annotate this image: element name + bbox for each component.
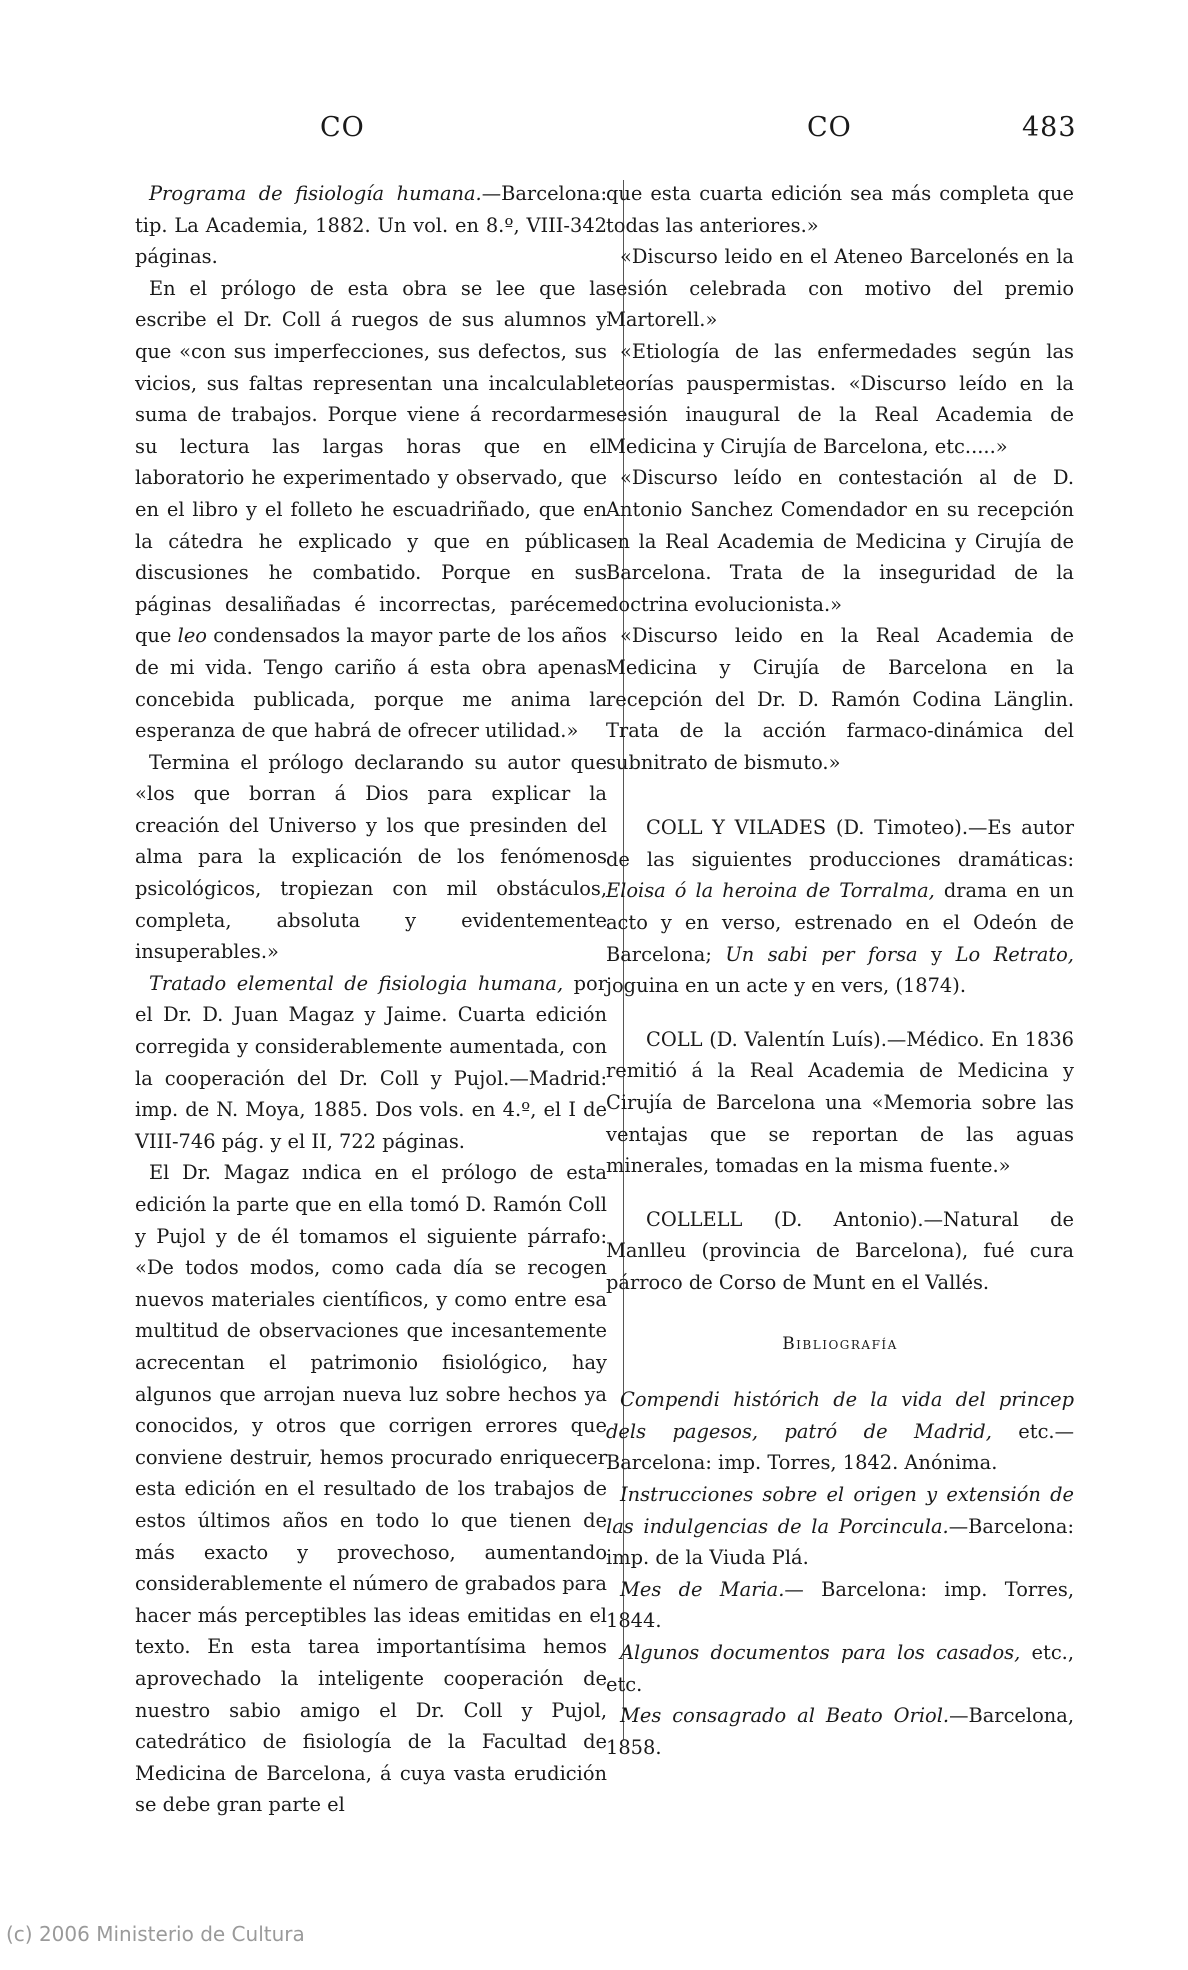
- right-running-head: CO: [807, 112, 852, 143]
- paragraph: [135, 968, 607, 1158]
- entry-coll-y-vilades: [606, 812, 1074, 1002]
- citation-text: etc.—Barcelona: imp. Torres, 1842. Anónima.: [606, 1419, 1074, 1475]
- paragraph: Termina el prólogo declarando su autor que «los que borran á Dios para explicar la creación del Universo y los que presinden del alma para la explicación de los fenómenos psicológicos, tropiezan con mil obstáculos, completa, absoluta y evidentemente insuperables.»: [135, 750, 607, 964]
- citation-text: —Barcelona: tip. La Academia, 1882. Un vol. en 8.º, VIII-342 páginas.: [135, 182, 607, 269]
- bibliography-item: [606, 1700, 1074, 1763]
- entry-coll: [606, 1024, 1074, 1182]
- paragraph: «Discurso leido en la Real Academia de Medicina y Cirujía de Barcelona en la recepción del Dr. D. Ramón Codina Länglin. Trata de la acción farmaco-dinámica del subnitrato de bismuto.»: [606, 624, 1074, 774]
- paragraph: El Dr. Magaz ındica en el prólogo de esta edición la parte que en ella tomó D. Ramón Coll y Pujol y de él tomamos el siguiente párrafo: «De todos modos, como cada día se recogen nuevos materiales científicos, y como entre esa multitud de observaciones que incesantemente acrecentan el patrimonio fisiológico, hay algunos que arrojan nueva luz sobre hechos ya conocidos, y otros que corrigen errores que conviene destruir, hemos procurado enriquecer esta edición en el resultado de los trabajos de estos últimos años en todo lo que tienen de más exacto y provechoso, aumentando considerablemente el número de grabados para hacer más perceptibles las ideas emitidas en el texto. En esta tarea importantísima hemos aprovechado la inteligente cooperación de nuestro sabio amigo el Dr. Coll y Pujol, catedrático de fisiología de la Facultad de Medicina de Barcelona, á cuya vasta erudición se debe gran parte el: [135, 1161, 607, 1817]
- bibliography-item: [606, 1384, 1074, 1479]
- bibliography-item: [606, 1574, 1074, 1637]
- work-title: Mes de Maria.: [620, 1577, 785, 1601]
- page-header: [0, 112, 1188, 152]
- citation-text: etc., etc.: [606, 1640, 1075, 1696]
- citation-text: — Barcelona: imp. Torres, 1844.: [606, 1577, 1074, 1633]
- paragraph: «Discurso leído en contestación al de D. Antonio Sanchez Comendador en su recepción en la Real Academia de Medicina y Cirujía de Barcelona. Trata de la inseguridad de la doctrina evolucionista.»: [606, 466, 1074, 616]
- work-title: Mes consagrado al Beato Oriol.: [620, 1704, 950, 1728]
- book-title: Tratado elemental de fisiologia humana,: [149, 971, 564, 995]
- left-running-head: CO: [320, 112, 365, 143]
- work-title: Instrucciones sobre el origen y extensión de las indulgencias de la Porcincula.: [606, 1482, 1074, 1538]
- paragraph: [135, 273, 607, 747]
- work-title: Lo Retrato,: [955, 942, 1074, 966]
- citation-text: —Barcelona: imp. de la Viuda Plá.: [606, 1514, 1074, 1570]
- entry-text: y: [931, 942, 943, 966]
- entry-text: (D. Timoteo).—Es autor de las siguientes producciones dramáticas:: [606, 816, 1074, 871]
- work-title: Algunos documentos para los casados,: [620, 1640, 1021, 1664]
- page-number: 483: [1022, 112, 1077, 143]
- entry-collell: [606, 1204, 1074, 1299]
- work-title: Un sabi per forsa: [725, 942, 918, 966]
- citation-text: —Barcelona, 1858.: [606, 1704, 1074, 1759]
- bibliography-item: [606, 1479, 1074, 1574]
- entry-name: COLL Y VILADES: [646, 816, 827, 840]
- paragraph-text: condensados la mayor parte de los años de mi vida. Tengo cariño á esta obra apenas concebida publicada, porque me anima la esperanza de que habrá de ofrecer utilidad.»: [135, 624, 608, 743]
- bibliography-item: [606, 1637, 1074, 1700]
- work-title: Compendi histórich de la vida del princep dels pagesos, patró de Madrid,: [606, 1388, 1074, 1443]
- citation-text: por el Dr. D. Juan Magaz y Jaime. Cuarta edición corregida y considerablemente aumentada, con la cooperación del Dr. Coll y Pujol.—Madrid: imp. de N. Moya, 1885. Dos vols. en 4.º, el I de VIII-746 pág. y el II, 722 páginas.: [135, 971, 607, 1153]
- work-title: Eloisa ó la heroina de Torralma,: [606, 879, 935, 903]
- right-column: [606, 178, 1074, 1763]
- left-column: [135, 178, 607, 1821]
- paragraph-text: En el prólogo de esta obra se lee que la escribe el Dr. Coll á ruegos de sus alumnos y que «con sus imperfecciones, sus defectos, sus vicios, sus faltas representan una incalculable suma de trabajos. Porque viene á recordarme su lectura las largas horas que en el laboratorio he experimentado y observado, que en el libro y el folleto he escuadriñado, que en la cátedra he explicado y que en públicas discusiones he combatido. Porque en sus páginas desaliñadas é incorrectas, paréceme que: [135, 276, 607, 648]
- section-heading: Bibliografía: [782, 1333, 898, 1354]
- entry-text: (D. Valentín Luís).—Médico. En 1836 remitió á la Real Academia de Medicina y Cirujía de Barcelona una «Memoria sobre las ventajas que se reportan de las aguas minerales, tomadas en la misma fuente.»: [606, 1027, 1074, 1178]
- book-title: Programa de fisiología humana.: [149, 182, 482, 205]
- copyright-watermark: (c) 2006 Ministerio de Cultura: [6, 1922, 305, 1946]
- paragraph: «Etiología de las enfermedades según las teorías pauspermistas. «Discurso leído en la sesión inaugural de la Real Academia de Medicina y Cirujía de Barcelona, etc.....»: [606, 339, 1074, 458]
- paragraph: «Discurso leido en el Ateneo Barcelonés en la sesión celebrada con motivo del premio Martorell.»: [606, 245, 1074, 332]
- italic-word: leo: [177, 624, 207, 648]
- entry-text: joguina en un acte y en vers, (1874).: [606, 974, 966, 998]
- entry-name: COLLELL: [646, 1207, 743, 1231]
- paragraph: que esta cuarta edición sea más completa que todas las anteriores.»: [606, 182, 1074, 237]
- entry-text: (D. Antonio).—Natural de Manlleu (provincia de Barcelona), fué cura párroco de Corso de Munt en el Vallés.: [606, 1207, 1074, 1294]
- entry-text: drama en un acto y en verso, estrenado en el Odeón de Barcelona;: [606, 879, 1074, 966]
- entry-name: COLL: [646, 1027, 703, 1051]
- paragraph: [135, 178, 607, 273]
